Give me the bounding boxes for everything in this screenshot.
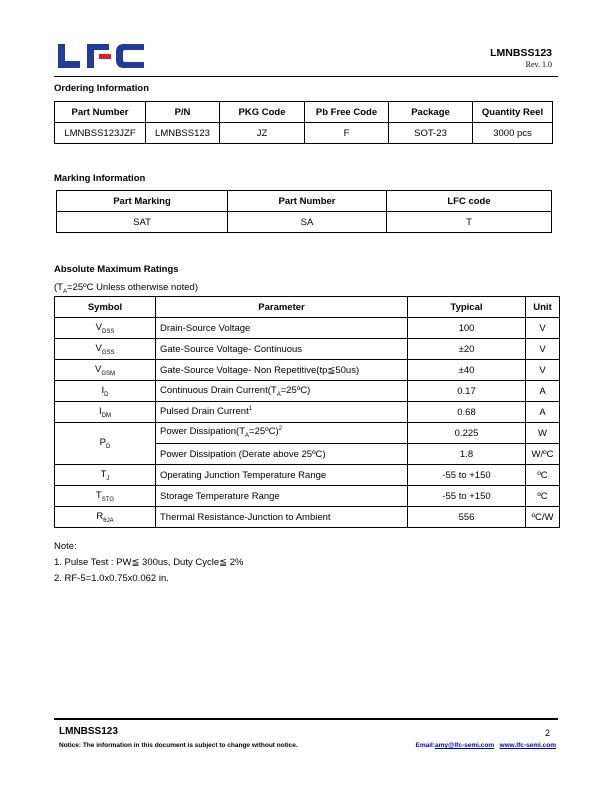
marking-col-part-marking: Part Marking — [57, 191, 228, 212]
footer-notice: Notice: The information in this document is subject to change without notice. — [59, 742, 298, 749]
typical-cell: 0.17 — [408, 381, 526, 402]
ratings-condition: ($T_A=25ºC$ Unless otherwise noted) — [54, 282, 198, 295]
unit-cell: ºC/W — [526, 507, 560, 528]
table-row — [55, 402, 560, 423]
ordering-col-part-number: Part Number — [55, 102, 146, 123]
ratings-col-parameter: Parameter — [156, 297, 408, 318]
unit-cell: W — [526, 423, 560, 444]
table-row — [57, 212, 552, 233]
typical-cell: 0.68 — [408, 402, 526, 423]
symbol-cell: $R_{\theta JA}$ — [55, 507, 156, 528]
symbol-cell: $V_{GSM}$ — [55, 360, 156, 381]
unit-cell: ºC — [526, 486, 560, 507]
marking-table — [56, 190, 552, 233]
symbol-cell: $I_{DM}$ — [55, 402, 156, 423]
table-row — [55, 465, 560, 486]
ratings-col-typical: Typical — [408, 297, 526, 318]
symbol-cell: $I_D$ — [55, 381, 156, 402]
parameter-cell: Operating Junction Temperature Range — [156, 465, 408, 486]
typical-cell: ±20 — [408, 339, 526, 360]
ordering-cell: SOT-23 — [389, 123, 473, 144]
symbol-cell: $V_{GSS}$ — [55, 339, 156, 360]
unit-cell: V — [526, 318, 560, 339]
parameter-cell: Thermal Resistance-Junction to Ambient — [156, 507, 408, 528]
parameter-cell: Gate-Source Voltage- Continuous — [156, 339, 408, 360]
lfc-logo — [58, 42, 144, 70]
marking-cell: SA — [228, 212, 387, 233]
parameter-cell: Drain-Source Voltage — [156, 318, 408, 339]
ordering-cell: LMNBSS123 — [146, 123, 220, 144]
ratings-col-symbol: Symbol — [55, 297, 156, 318]
header-part-number: LMNBSS123 — [490, 47, 552, 59]
typical-cell: ±40 — [408, 360, 526, 381]
parameter-cell: Power $Dissipation(T_A=25ºC)^2$ — [156, 423, 408, 444]
table-row — [55, 486, 560, 507]
table-row — [55, 339, 560, 360]
ordering-col-pkg-code: PKG Code — [220, 102, 305, 123]
typical-cell: 556 — [408, 507, 526, 528]
symbol-cell: $V_{DSS}$ — [55, 318, 156, 339]
email-label: Email: — [415, 742, 436, 749]
note-item: 2. RF-5=1.0x0.75x0.062 in. — [54, 573, 169, 584]
header-revision: Rev. 1.0 — [525, 60, 552, 69]
unit-cell: A — [526, 381, 560, 402]
table-row — [55, 423, 560, 444]
symbol-cell: $T_J$ — [55, 465, 156, 486]
typical-cell: 100 — [408, 318, 526, 339]
typical-cell: 1.8 — [408, 444, 526, 465]
notes — [54, 539, 243, 587]
marking-col-part-number: Part Number — [228, 191, 387, 212]
website-link[interactable]: www.lfc-semi.com — [499, 742, 556, 749]
parameter-cell: Pulsed Drain Current$^1$ — [156, 402, 408, 423]
marking-cell: SAT — [57, 212, 228, 233]
marking-col-lfc-code: LFC code — [387, 191, 552, 212]
footer-divider — [54, 718, 558, 720]
header-divider — [54, 76, 558, 77]
ordering-col-pb-free: Pb Free Code — [305, 102, 389, 123]
ordering-title: Ordering Information — [54, 83, 149, 94]
unit-cell: ºC — [526, 465, 560, 486]
table-row — [55, 360, 560, 381]
unit-cell: W/ºC — [526, 444, 560, 465]
unit-cell: V — [526, 339, 560, 360]
ordering-col-package: Package — [389, 102, 473, 123]
typical-cell: -55 to +150 — [408, 465, 526, 486]
footer-contact — [416, 742, 557, 749]
marking-cell: T — [387, 212, 552, 233]
table-row — [55, 381, 560, 402]
ratings-col-unit: Unit — [526, 297, 560, 318]
table-row — [55, 507, 560, 528]
table-row — [55, 123, 553, 144]
ordering-col-quantity: Quantity Reel — [473, 102, 553, 123]
typical-cell: 0.225 — [408, 423, 526, 444]
ordering-col-pn: P/N — [146, 102, 220, 123]
marking-title: Marking Information — [54, 173, 146, 184]
ratings-title: Absolute Maximum Ratings — [54, 264, 179, 275]
note-item: 1. Pulse Test : PW≦ 300us, Duty Cycle≦ 2% — [54, 557, 244, 568]
typical-cell: -55 to +150 — [408, 486, 526, 507]
unit-cell: V — [526, 360, 560, 381]
parameter-cell: Continuous Drain $Current(T_A=25ºC)$ — [156, 381, 408, 402]
parameter-cell: Power Dissipation (Derate above 25ºC) — [156, 444, 408, 465]
ordering-cell: LMNBSS123JZF — [55, 123, 146, 144]
table-row — [55, 318, 560, 339]
parameter-cell: Gate-Source Voltage- Non Repetitive(tp≦50us) — [156, 360, 408, 381]
footer-part-number: LMNBSS123 — [59, 726, 118, 737]
ordering-cell: 3000 pcs — [473, 123, 553, 144]
parameter-cell: Storage Temperature Range — [156, 486, 408, 507]
notes-heading: Note: — [54, 541, 77, 552]
unit-cell: A — [526, 402, 560, 423]
symbol-cell: $T_{STG}$ — [55, 486, 156, 507]
ratings-table — [54, 296, 560, 528]
ordering-cell: JZ — [220, 123, 305, 144]
symbol-cell: $P_D$ — [55, 423, 156, 465]
ordering-table — [54, 101, 553, 144]
ordering-cell: F — [305, 123, 389, 144]
email-link[interactable]: amy@lfc-semi.com — [435, 742, 495, 749]
page-number: 2 — [544, 728, 550, 738]
